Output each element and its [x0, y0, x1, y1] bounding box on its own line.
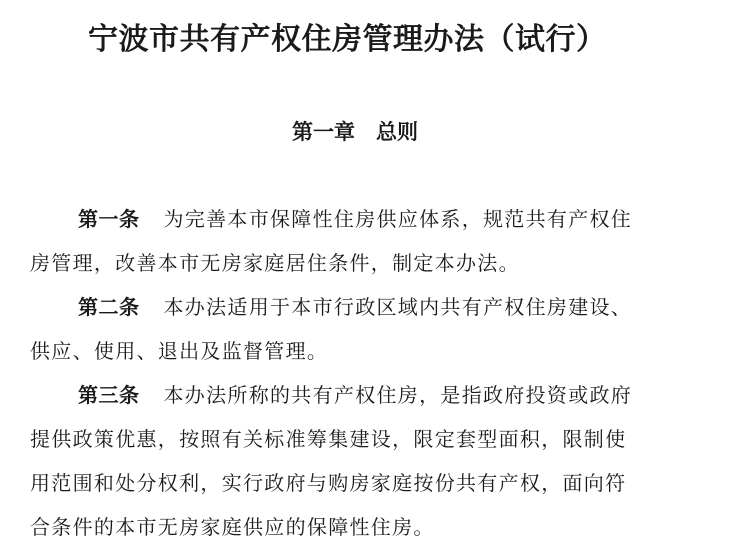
chapter-heading: 第一章 总则 — [292, 120, 418, 144]
article-3-text: 本办法所称的共有产权住房，是指政府投资或政府 — [163, 383, 633, 407]
document-title: 宁波市共有产权住房管理办法（试行） — [88, 22, 607, 57]
article-3-continuation-line-2: 用范围和处分权利，实行政府与购房家庭按份共有产权，面向符 — [30, 471, 627, 495]
article-1-continuation-line: 房管理，改善本市无房家庭居住条件，制定本办法。 — [30, 251, 520, 275]
article-3-continuation-line-3: 合条件的本市无房家庭供应的保障性住房。 — [30, 515, 435, 539]
article-1-label: 第一条 — [78, 207, 140, 231]
article-2-label: 第二条 — [78, 295, 140, 319]
article-3-continuation-line-1: 提供政策优惠，按照有关标准筹集建设，限定套型面积，限制使 — [30, 427, 627, 451]
article-2-text: 本办法适用于本市行政区域内共有产权住房建设、 — [163, 295, 633, 319]
article-2-continuation-line: 供应、使用、退出及监督管理。 — [30, 339, 329, 363]
article-3-first-line — [78, 382, 632, 408]
article-1-text: 为完善本市保障性住房供应体系，规范共有产权住 — [163, 207, 633, 231]
article-2-first-line — [78, 294, 632, 320]
article-1-first-line — [78, 206, 632, 232]
article-3-label: 第三条 — [78, 383, 140, 407]
